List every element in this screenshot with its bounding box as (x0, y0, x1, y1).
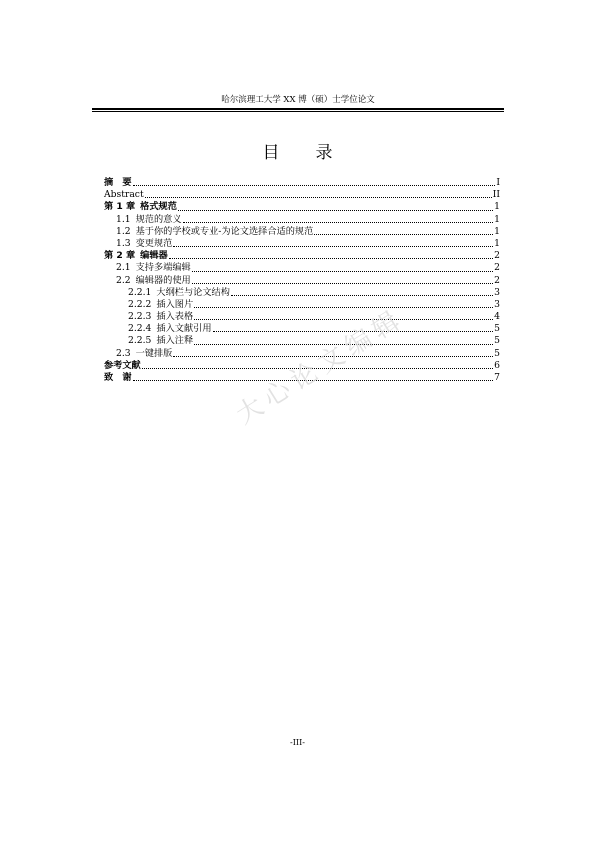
toc-leader-dots (133, 185, 496, 186)
toc-entry-number: 2.2.2 (128, 298, 152, 310)
toc-leader-dots (178, 210, 493, 211)
toc-entry-page: 1 (494, 201, 500, 213)
toc-leader-dots (169, 258, 493, 259)
toc-entry-label (104, 372, 132, 384)
toc-entry[interactable] (104, 226, 500, 238)
toc-entry-number: 2.2.5 (128, 335, 152, 347)
toc-entry-title: Abstract (104, 189, 144, 201)
toc-entry-label (128, 323, 212, 335)
header-rule-thick (92, 108, 504, 110)
toc-entry[interactable] (104, 275, 500, 287)
toc-entry-number: 1.2 (116, 225, 131, 237)
toc-entry[interactable] (104, 262, 500, 274)
toc-entry-title: 插入注释 (156, 335, 194, 347)
toc-entry[interactable] (104, 214, 500, 226)
toc-leader-dots (192, 271, 493, 272)
toc-entry-label (104, 201, 177, 213)
toc-title (0, 142, 595, 164)
toc-entry-label (128, 299, 193, 311)
toc-entry-title: 致 谢 (104, 372, 132, 383)
toc-entry-number: 2.2 (116, 274, 131, 286)
toc-leader-dots (194, 319, 493, 320)
toc-entry-title: 规范的意义 (135, 213, 182, 225)
toc-entry-title: 格式规范 (140, 201, 177, 213)
toc-entry-number: 1.3 (116, 237, 131, 249)
toc-entry-page: 5 (494, 323, 500, 335)
page-number: -III- (290, 738, 305, 747)
toc-entry-page: 1 (494, 225, 500, 237)
toc-entry-title: 插入文献引用 (156, 323, 212, 335)
toc-entry-page: 2 (494, 262, 500, 274)
toc-entry-title: 插入表格 (156, 311, 194, 323)
toc-entry[interactable] (104, 250, 500, 262)
toc-leader-dots (231, 295, 493, 296)
toc-entry-label (104, 177, 132, 189)
toc-entry[interactable] (104, 299, 500, 311)
toc-entry-title: 一键排版 (135, 347, 173, 359)
toc-entry-number: 2.3 (116, 347, 131, 359)
toc-entry-page: 7 (494, 372, 500, 383)
toc-entry-label (116, 262, 191, 274)
toc-leader-dots (183, 222, 494, 223)
toc-entry-page: 3 (494, 286, 500, 298)
toc-entry-label (116, 348, 172, 360)
header-rule-thin (92, 111, 504, 112)
toc-entry[interactable] (104, 335, 500, 347)
toc-entry-number: 1.1 (116, 213, 131, 225)
toc-entry-label (128, 287, 230, 299)
toc-entry-label (116, 275, 191, 287)
toc-entry-page: 2 (494, 274, 500, 286)
toc-leader-dots (192, 283, 493, 284)
toc-entry[interactable] (104, 287, 500, 299)
toc-entry-label (104, 360, 141, 372)
watermark: 大心论文编辑 (231, 303, 410, 431)
toc-entry-label (116, 226, 313, 238)
toc-entry-title: 编辑器 (140, 250, 168, 262)
toc-entry-page: 6 (494, 359, 500, 371)
toc-entry-title: 摘 要 (104, 177, 132, 188)
toc-entry-page: II (492, 189, 500, 201)
toc-entry[interactable] (104, 189, 500, 201)
toc-entry-title: 支持多端编辑 (135, 262, 191, 274)
toc-entry[interactable] (104, 311, 500, 323)
toc-entry-title: 插入图片 (156, 298, 194, 310)
toc-title-left: 目 (262, 143, 280, 163)
toc-entry-number: 2.2.1 (128, 286, 152, 298)
toc-entry[interactable] (104, 323, 500, 335)
toc-entry-number: 2.2.4 (128, 323, 152, 335)
toc-entry-page: 5 (494, 335, 500, 347)
toc-entry-title: 编辑器的使用 (135, 274, 191, 286)
running-header: 哈尔滨理工大学 XX 博（硕）士学位论文 (221, 95, 375, 105)
toc-entry-label (104, 189, 144, 201)
toc-entry-label (104, 250, 168, 262)
toc-leader-dots (314, 234, 493, 235)
toc-entry[interactable] (104, 238, 500, 250)
toc-entry-number: 2.1 (116, 262, 131, 274)
toc-entry-page: 2 (494, 250, 500, 262)
toc-entry[interactable] (104, 177, 500, 189)
toc-entry-number: 2.2.3 (128, 311, 152, 323)
toc-entry-page: 5 (494, 347, 500, 359)
toc-entry-number: 第 1 章 (104, 201, 136, 213)
toc-entry-title: 基于你的学校或专业-为论文选择合适的规范 (135, 225, 314, 237)
toc-entry-page: 1 (494, 213, 500, 225)
toc-entry-page: 4 (494, 311, 500, 323)
toc-entry-label (116, 238, 172, 250)
toc-entry-number: 第 2 章 (104, 250, 136, 262)
toc-entry-page: I (496, 177, 500, 188)
toc-entry-title: 变更规范 (135, 237, 173, 249)
toc-entry-label (128, 311, 193, 323)
toc-leader-dots (145, 197, 492, 198)
toc-entry-title: 大纲栏与论文结构 (156, 286, 230, 298)
toc-entry[interactable] (104, 201, 500, 213)
toc-entry-title: 参考文献 (104, 359, 141, 371)
toc-title-right: 录 (315, 143, 333, 163)
toc-leader-dots (173, 246, 493, 247)
toc-entry-label (116, 214, 182, 226)
toc-entry-page: 3 (494, 298, 500, 310)
toc-entry-page: 1 (494, 237, 500, 249)
toc-leader-dots (194, 307, 493, 308)
toc-entry-label (128, 335, 193, 347)
